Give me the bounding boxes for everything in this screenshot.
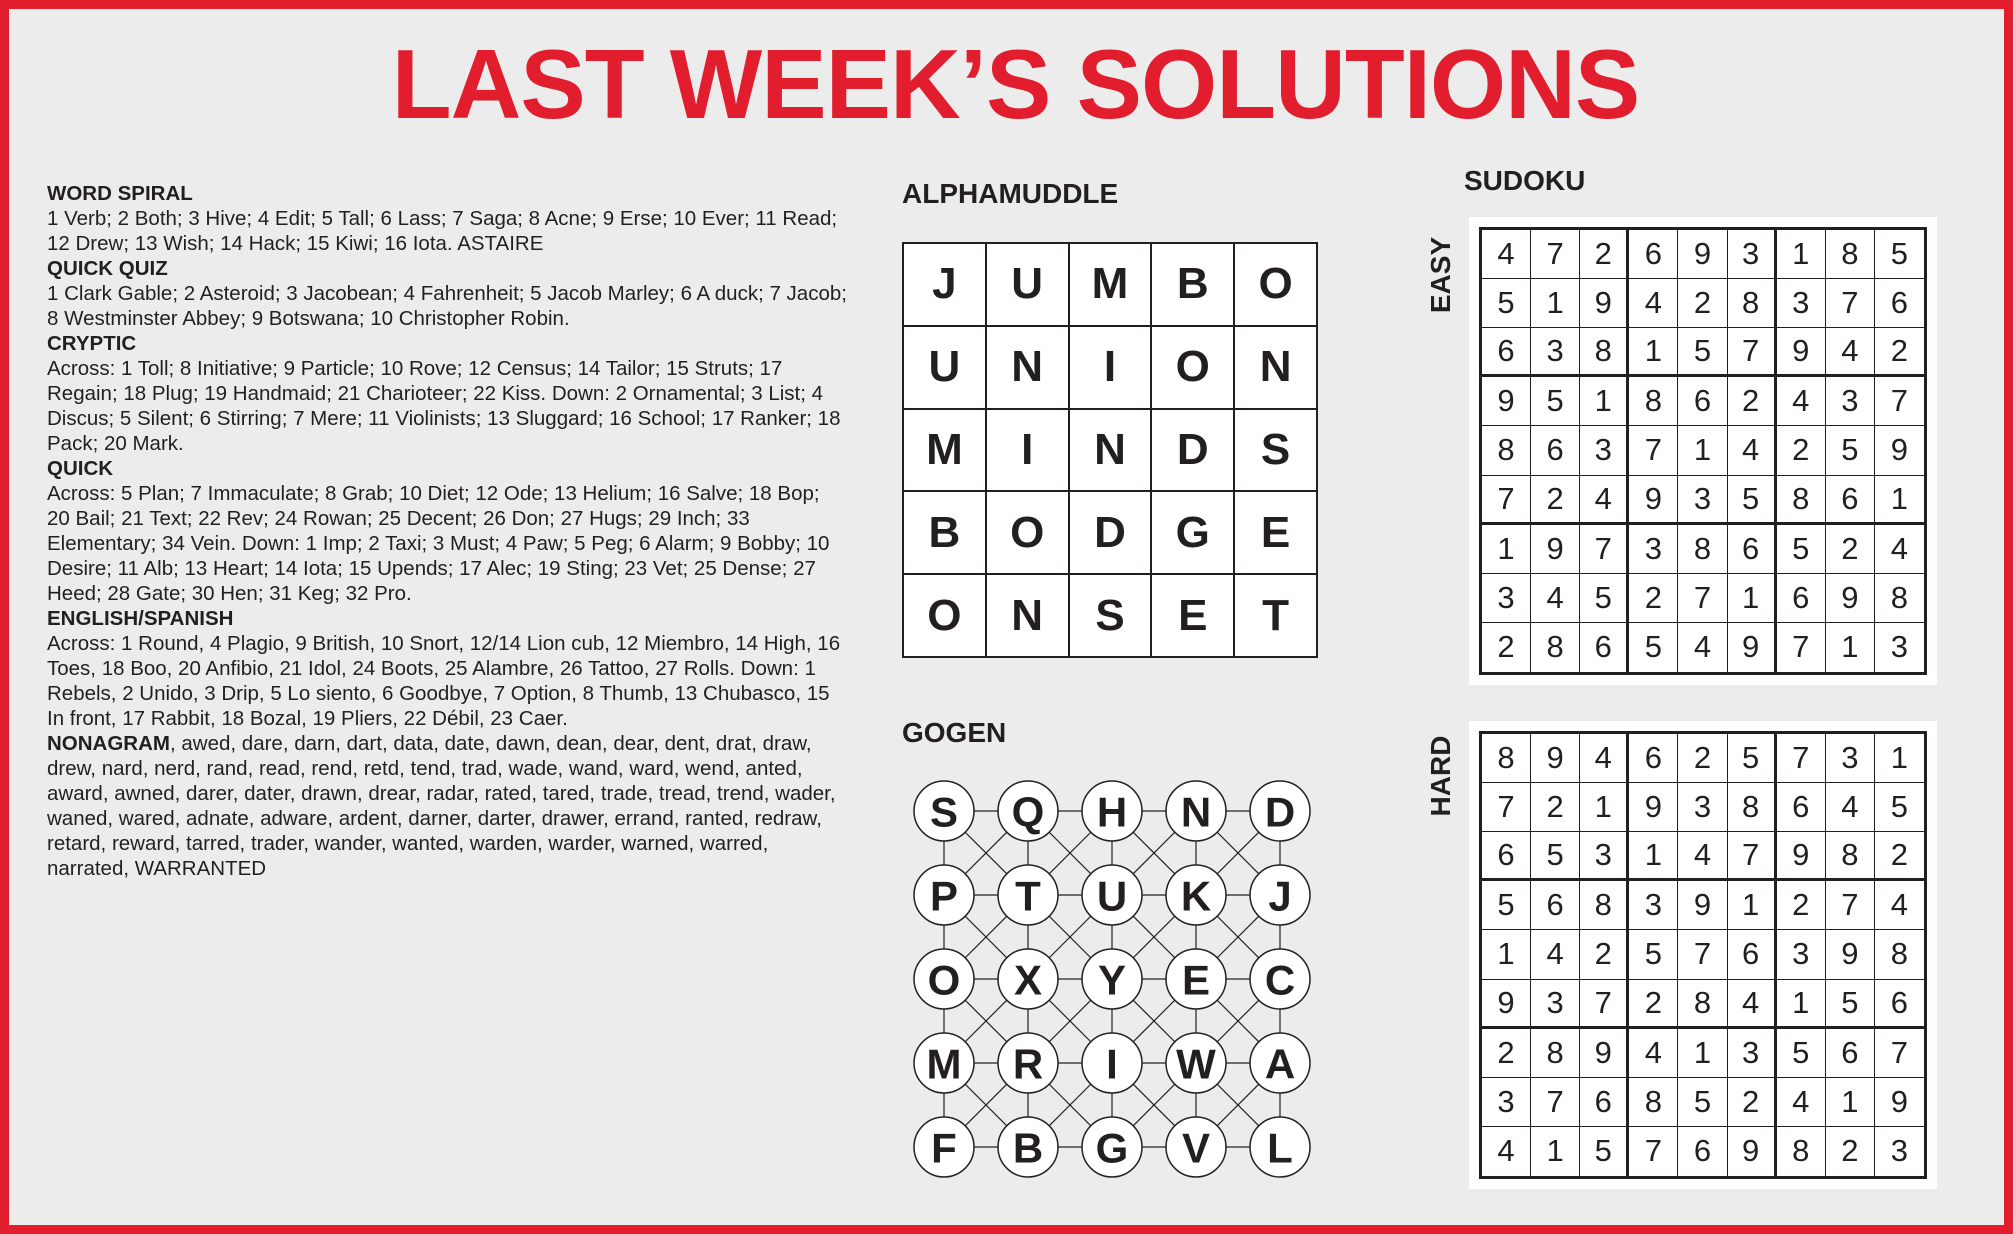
sudoku-cell: 2 — [1629, 574, 1678, 623]
alphamuddle-cell: I — [986, 409, 1069, 492]
alphamuddle-cell: I — [1069, 326, 1152, 409]
sudoku-cell: 4 — [1826, 783, 1875, 832]
sudoku-cell: 9 — [1875, 426, 1924, 475]
sudoku-cell: 9 — [1629, 476, 1678, 525]
sudoku-cell: 2 — [1629, 980, 1678, 1029]
sudoku-cell: 4 — [1678, 832, 1727, 881]
sudoku-cell: 2 — [1728, 377, 1777, 426]
gogen-letter: J — [1268, 872, 1292, 920]
sudoku-cell: 1 — [1678, 426, 1727, 475]
sudoku-cell: 5 — [1580, 574, 1629, 623]
sudoku-label: SUDOKU — [1464, 165, 1586, 196]
sudoku-cell: 6 — [1826, 476, 1875, 525]
solutions-text — [47, 181, 847, 881]
sudoku-cell: 7 — [1678, 930, 1727, 979]
gogen-letter: O — [927, 956, 961, 1004]
sudoku-cell: 9 — [1826, 574, 1875, 623]
gogen-letter: W — [1176, 1040, 1216, 1088]
solution-nonagram — [47, 731, 847, 881]
sudoku-cell: 1 — [1728, 881, 1777, 930]
sudoku-cell: 2 — [1482, 1029, 1531, 1078]
gogen-letter: G — [1095, 1124, 1129, 1172]
sudoku-cell: 2 — [1826, 525, 1875, 574]
sudoku-cell: 9 — [1531, 734, 1580, 783]
gogen-letter: Q — [1011, 788, 1045, 836]
sudoku-cell: 1 — [1826, 623, 1875, 672]
gogen-letter: S — [929, 788, 959, 836]
sudoku-cell: 2 — [1875, 832, 1924, 881]
alphamuddle-cell: S — [1234, 409, 1317, 492]
sudoku-cell: 1 — [1875, 734, 1924, 783]
sudoku-cell: 8 — [1531, 1029, 1580, 1078]
sudoku-cell: 9 — [1678, 230, 1727, 279]
page-title: LAST WEEK’S SOLUTIONS — [391, 29, 1640, 139]
sudoku-cell: 6 — [1531, 881, 1580, 930]
sudoku-cell: 3 — [1777, 279, 1826, 328]
hard-sudoku-grid — [1479, 731, 1927, 1179]
sudoku-cell: 6 — [1777, 574, 1826, 623]
sudoku-cell: 8 — [1580, 328, 1629, 377]
hard-label: HARD — [1425, 735, 1456, 817]
sudoku-cell: 8 — [1580, 881, 1629, 930]
alphamuddle-cell: M — [1069, 243, 1152, 326]
sudoku-cell: 3 — [1826, 734, 1875, 783]
sudoku-cell: 4 — [1482, 1127, 1531, 1176]
alphamuddle-cell: D — [1151, 409, 1234, 492]
sudoku-cell: 9 — [1482, 980, 1531, 1029]
sudoku-cell: 8 — [1826, 230, 1875, 279]
sudoku-cell: 6 — [1482, 832, 1531, 881]
sudoku-cell: 4 — [1875, 881, 1924, 930]
sudoku-cell: 9 — [1531, 525, 1580, 574]
sudoku-cell: 8 — [1678, 525, 1727, 574]
solution-text: 1 Clark Gable; 2 Asteroid; 3 Jacobean; 4 Fahrenheit; 5 Jacob Marley; 6 A duck; 7 Jacob; 8 Westminster Abbey; 9 Botswana; 10 Christopher Robin. — [47, 282, 847, 330]
solution-english-spanish — [47, 606, 847, 731]
gogen-letter: V — [1181, 1124, 1211, 1172]
sudoku-cell: 4 — [1777, 377, 1826, 426]
sudoku-cell: 1 — [1777, 230, 1826, 279]
sudoku-cell: 5 — [1482, 279, 1531, 328]
sudoku-cell: 1 — [1482, 525, 1531, 574]
sudoku-cell: 7 — [1580, 980, 1629, 1029]
sudoku-cell: 2 — [1826, 1127, 1875, 1176]
sudoku-cell: 5 — [1875, 783, 1924, 832]
solution-heading: ENGLISH/SPANISH — [47, 607, 234, 630]
solution-text: Across: 5 Plan; 7 Immaculate; 8 Grab; 10 Diet; 12 Ode; 13 Helium; 16 Salve; 18 Bop; 20 Bail; 21 Text; 22 Rev; 24 Rowan; 25 Decent; 26 Don; 27 Hugs; 29 Inch; 33 Elementary; 34 Vein. Down: 1 Imp; 2 Taxi; 3 Must; 4 Paw; 5 Peg; 6 Alarm; 9 Bobby; 10 Desire; 11 Alb; 13 Heart; 14 Iota; 15 Upends; 17 Alec; 19 Sting; 23 Vet; 25 Dense; 27 Heed; 28 Gate; 30 Hen; 31 Keg; 32 Pro. — [47, 482, 830, 605]
sudoku-cell: 5 — [1728, 476, 1777, 525]
sudoku-cell: 9 — [1580, 279, 1629, 328]
alphamuddle-cell: U — [903, 326, 986, 409]
sudoku-cell: 1 — [1678, 1029, 1727, 1078]
sudoku-cell: 7 — [1482, 476, 1531, 525]
sudoku-cell: 9 — [1826, 930, 1875, 979]
sudoku-cell: 2 — [1482, 623, 1531, 672]
sudoku-cell: 7 — [1826, 279, 1875, 328]
sudoku-cell: 1 — [1580, 783, 1629, 832]
sudoku-cell: 9 — [1482, 377, 1531, 426]
sudoku-cell: 7 — [1875, 1029, 1924, 1078]
sudoku-cell: 2 — [1678, 734, 1727, 783]
sudoku-cell: 7 — [1629, 426, 1678, 475]
sudoku-cell: 3 — [1777, 930, 1826, 979]
sudoku-cell: 3 — [1826, 377, 1875, 426]
solution-quick-quiz — [47, 256, 847, 331]
sudoku-cell: 9 — [1777, 832, 1826, 881]
sudoku-cell: 3 — [1678, 476, 1727, 525]
solution-cryptic — [47, 331, 847, 456]
sudoku-cell: 4 — [1482, 230, 1531, 279]
sudoku-cell: 5 — [1580, 1127, 1629, 1176]
sudoku-cell: 7 — [1678, 574, 1727, 623]
solution-text: Across: 1 Round, 4 Plagio, 9 British, 10 Snort, 12/14 Lion cub, 12 Miembro, 14 High, 16 Toes, 18 Boo, 20 Anfibio, 21 Idol, 24 Boots, 25 Alambre, 26 Tattoo, 27 Rolls. Down: 1 Rebels, 2 Unido, 3 Drip, 5 Lo siento, 6 Goodbye, 7 Option, 8 Thumb, 13 Chubasco, 15 In front, 17 Rabbit, 18 Bozal, 19 Pliers, 22 Débil, 23 Caer. — [47, 632, 841, 730]
gogen-letter: Y — [1097, 956, 1127, 1004]
sudoku-cell: 9 — [1728, 623, 1777, 672]
sudoku-cell: 3 — [1482, 574, 1531, 623]
sudoku-cell: 4 — [1580, 734, 1629, 783]
solution-heading: QUICK QUIZ — [47, 257, 168, 280]
sudoku-cell: 9 — [1629, 783, 1678, 832]
sudoku-cell: 8 — [1482, 426, 1531, 475]
sudoku-cell: 2 — [1728, 1078, 1777, 1127]
sudoku-cell: 4 — [1580, 476, 1629, 525]
sudoku-cell: 5 — [1875, 230, 1924, 279]
sudoku-cell: 7 — [1777, 734, 1826, 783]
sudoku-cell: 9 — [1580, 1029, 1629, 1078]
solution-word-spiral — [47, 181, 847, 256]
sudoku-cell: 6 — [1629, 734, 1678, 783]
gogen-letter: I — [1106, 1040, 1118, 1088]
sudoku-cell: 4 — [1875, 525, 1924, 574]
gogen-letter: E — [1181, 956, 1211, 1004]
alphamuddle-cell: J — [903, 243, 986, 326]
sudoku-cell: 6 — [1826, 1029, 1875, 1078]
sudoku-cell: 4 — [1629, 1029, 1678, 1078]
alphamuddle-cell: E — [1234, 491, 1317, 574]
gogen-letter: K — [1180, 872, 1212, 920]
sudoku-cell: 7 — [1728, 832, 1777, 881]
sudoku-cell: 6 — [1531, 426, 1580, 475]
sudoku-cell: 5 — [1629, 930, 1678, 979]
gogen-letter: D — [1264, 788, 1296, 836]
sudoku-cell: 6 — [1875, 279, 1924, 328]
sudoku-cell: 1 — [1777, 980, 1826, 1029]
gogen-letter: M — [926, 1040, 962, 1088]
sudoku-cell: 3 — [1482, 1078, 1531, 1127]
sudoku-cell: 2 — [1875, 328, 1924, 377]
sudoku-cell: 1 — [1728, 574, 1777, 623]
sudoku-cell: 8 — [1629, 1078, 1678, 1127]
sudoku-cell: 8 — [1875, 574, 1924, 623]
sudoku-cell: 1 — [1629, 328, 1678, 377]
alphamuddle-cell: E — [1151, 574, 1234, 657]
sudoku-cell: 8 — [1531, 623, 1580, 672]
gogen-label: GOGEN — [902, 717, 1007, 748]
sudoku-cell: 2 — [1678, 279, 1727, 328]
sudoku-cell: 7 — [1826, 881, 1875, 930]
alphamuddle-cell: N — [986, 574, 1069, 657]
alphamuddle-cell: B — [903, 491, 986, 574]
easy-sudoku-frame — [1469, 217, 1937, 685]
sudoku-cell: 7 — [1531, 230, 1580, 279]
sudoku-cell: 7 — [1580, 525, 1629, 574]
sudoku-cell: 2 — [1531, 783, 1580, 832]
sudoku-cell: 9 — [1678, 881, 1727, 930]
sudoku-cell: 5 — [1728, 734, 1777, 783]
alphamuddle-cell: G — [1151, 491, 1234, 574]
gogen-letter: T — [1015, 872, 1041, 920]
sudoku-cell: 4 — [1629, 279, 1678, 328]
sudoku-cell: 4 — [1531, 930, 1580, 979]
sudoku-cell: 3 — [1531, 328, 1580, 377]
sudoku-cell: 5 — [1826, 980, 1875, 1029]
sudoku-cell: 8 — [1728, 279, 1777, 328]
sudoku-cell: 3 — [1890, 629, 1909, 665]
sudoku-cell: 7 — [1482, 783, 1531, 832]
gogen-letter: B — [1012, 1124, 1044, 1172]
alphamuddle-cell: S — [1069, 574, 1152, 657]
alphamuddle-cell: O — [1234, 243, 1317, 326]
sudoku-cell: 6 — [1678, 377, 1727, 426]
gogen-letter: H — [1096, 788, 1128, 836]
solution-heading: WORD SPIRAL — [47, 182, 193, 205]
sudoku-cell: 7 — [1728, 328, 1777, 377]
solution-text: 1 Verb; 2 Both; 3 Hive; 4 Edit; 5 Tall; 6 Lass; 7 Saga; 8 Acne; 9 Erse; 10 Ever; 11 Read; 12 Drew; 13 Wish; 14 Hack; 15 Kiwi; 16 Iota. ASTAIRE — [47, 207, 838, 255]
alphamuddle-cell: U — [986, 243, 1069, 326]
sudoku-cell: 8 — [1678, 980, 1727, 1029]
gogen-letter: F — [931, 1124, 957, 1172]
solution-heading: QUICK — [47, 457, 114, 480]
solution-text: Across: 1 Toll; 8 Initiative; 9 Particle; 10 Rove; 12 Census; 14 Tailor; 15 Struts; 17 Regain; 18 Plug; 19 Handmaid; 21 Charioteer; 22 Kiss. Down: 2 Ornamental; 3 List; 4 Discus; 5 Silent; 6 Stirring; 7 Mere; 11 Violinists; 13 Sluggard; 16 School; 17 Ranker; 18 Pack; 20 Mark. — [47, 357, 841, 455]
alphamuddle-cell: B — [1151, 243, 1234, 326]
sudoku-cell: 5 — [1531, 832, 1580, 881]
sudoku-cell: 1 — [1826, 1078, 1875, 1127]
solution-quick — [47, 456, 847, 606]
sudoku-cell: 4 — [1826, 328, 1875, 377]
sudoku-cell: 8 — [1728, 783, 1777, 832]
gogen-letter: P — [929, 872, 959, 920]
sudoku-cell: 3 — [1890, 1133, 1909, 1169]
alphamuddle-cell: M — [903, 409, 986, 492]
sudoku-cell: 9 — [1875, 1078, 1924, 1127]
sudoku-cell: 6 — [1875, 980, 1924, 1029]
sudoku-cell: 6 — [1728, 930, 1777, 979]
sudoku-cell: 3 — [1728, 1029, 1777, 1078]
sudoku-cell: 1 — [1531, 1127, 1580, 1176]
sudoku-cell: 3 — [1629, 881, 1678, 930]
sudoku-cell: 5 — [1777, 525, 1826, 574]
easy-label: EASY — [1425, 236, 1456, 314]
sudoku-cell: 4 — [1728, 426, 1777, 475]
sudoku-cell: 1 — [1875, 476, 1924, 525]
sudoku-cell: 8 — [1482, 734, 1531, 783]
gogen-grid — [902, 769, 1322, 1189]
sudoku-cell: 5 — [1482, 881, 1531, 930]
sudoku-cell: 9 — [1777, 328, 1826, 377]
sudoku-cell: 7 — [1629, 1127, 1678, 1176]
sudoku-cell: 1 — [1580, 377, 1629, 426]
sudoku-cell: 4 — [1777, 1078, 1826, 1127]
sudoku-cell: 8 — [1875, 930, 1924, 979]
sudoku-cell: 3 — [1629, 525, 1678, 574]
sudoku-cell: 1 — [1482, 930, 1531, 979]
sudoku-cell: 5 — [1531, 377, 1580, 426]
alphamuddle-label: ALPHAMUDDLE — [902, 178, 1119, 209]
sudoku-cell: 5 — [1629, 623, 1678, 672]
alphamuddle-cell: O — [1151, 326, 1234, 409]
sudoku-cell: 1 — [1629, 832, 1678, 881]
sudoku-cell: 5 — [1826, 426, 1875, 475]
sudoku-cell: 5 — [1777, 1029, 1826, 1078]
sudoku-cell: 2 — [1777, 881, 1826, 930]
alphamuddle-grid — [902, 242, 1318, 658]
sudoku-cell: 6 — [1580, 623, 1629, 672]
sudoku-cell: 6 — [1777, 783, 1826, 832]
sudoku-cell: 9 — [1728, 1127, 1777, 1176]
sudoku-cell: 2 — [1777, 426, 1826, 475]
gogen-letter: U — [1096, 872, 1128, 920]
gogen-letter: R — [1012, 1040, 1044, 1088]
sudoku-cell: 2 — [1580, 930, 1629, 979]
sudoku-cell: 5 — [1678, 328, 1727, 377]
sudoku-cell: 6 — [1678, 1127, 1727, 1176]
sudoku-cell: 7 — [1875, 377, 1924, 426]
sudoku-cell: 8 — [1629, 377, 1678, 426]
sudoku-cell: 6 — [1629, 230, 1678, 279]
solution-heading: NONAGRAM — [47, 732, 170, 755]
sudoku-cell: 8 — [1777, 476, 1826, 525]
sudoku-cell: 3 — [1678, 783, 1727, 832]
sudoku-cell: 5 — [1678, 1078, 1727, 1127]
sudoku-cell: 8 — [1777, 1127, 1826, 1176]
sudoku-cell: 3 — [1580, 426, 1629, 475]
sudoku-cell: 4 — [1531, 574, 1580, 623]
gogen-letter: N — [1180, 788, 1212, 836]
sudoku-cell: 3 — [1531, 980, 1580, 1029]
gogen-letter: X — [1013, 956, 1043, 1004]
alphamuddle-cell: T — [1234, 574, 1317, 657]
alphamuddle-cell: N — [1069, 409, 1152, 492]
sudoku-cell: 2 — [1531, 476, 1580, 525]
alphamuddle-cell: N — [986, 326, 1069, 409]
sudoku-cell: 7 — [1531, 1078, 1580, 1127]
solution-heading: CRYPTIC — [47, 332, 137, 355]
sudoku-cell: 6 — [1482, 328, 1531, 377]
easy-sudoku-grid — [1479, 227, 1927, 675]
gogen-letter: L — [1267, 1124, 1293, 1172]
sudoku-cell: 1 — [1531, 279, 1580, 328]
sudoku-cell: 4 — [1728, 980, 1777, 1029]
sudoku-cell: 8 — [1826, 832, 1875, 881]
sudoku-cell: 6 — [1728, 525, 1777, 574]
sudoku-cell: 3 — [1728, 230, 1777, 279]
sudoku-cell: 6 — [1580, 1078, 1629, 1127]
alphamuddle-cell: D — [1069, 491, 1152, 574]
gogen-letter: C — [1264, 956, 1296, 1004]
sudoku-cell: 2 — [1580, 230, 1629, 279]
alphamuddle-cell: O — [903, 574, 986, 657]
alphamuddle-cell: O — [986, 491, 1069, 574]
alphamuddle-cell: N — [1234, 326, 1317, 409]
sudoku-cell: 4 — [1678, 623, 1727, 672]
sudoku-cell: 3 — [1580, 832, 1629, 881]
gogen-letter: A — [1264, 1040, 1296, 1088]
sudoku-cell: 7 — [1777, 623, 1826, 672]
hard-sudoku-frame — [1469, 721, 1937, 1189]
solution-text: , awed, dare, darn, dart, data, date, dawn, dean, dear, dent, drat, draw, drew, nard, nerd, rand, read, rend, retd, tend, trad, wade, wand, ward, wend, anted, award, awned, darer, dater, drawn, drear, radar, rated, tared, trade, tread, trend, wader, waned, wared, adnate, adware, ardent, darner, darter, drawer, errand, ranted, redraw, retard, reward, tarred, trader, wander, wanted, warden, warder, warned, warred, narrated, WARRANTED — [47, 732, 836, 880]
